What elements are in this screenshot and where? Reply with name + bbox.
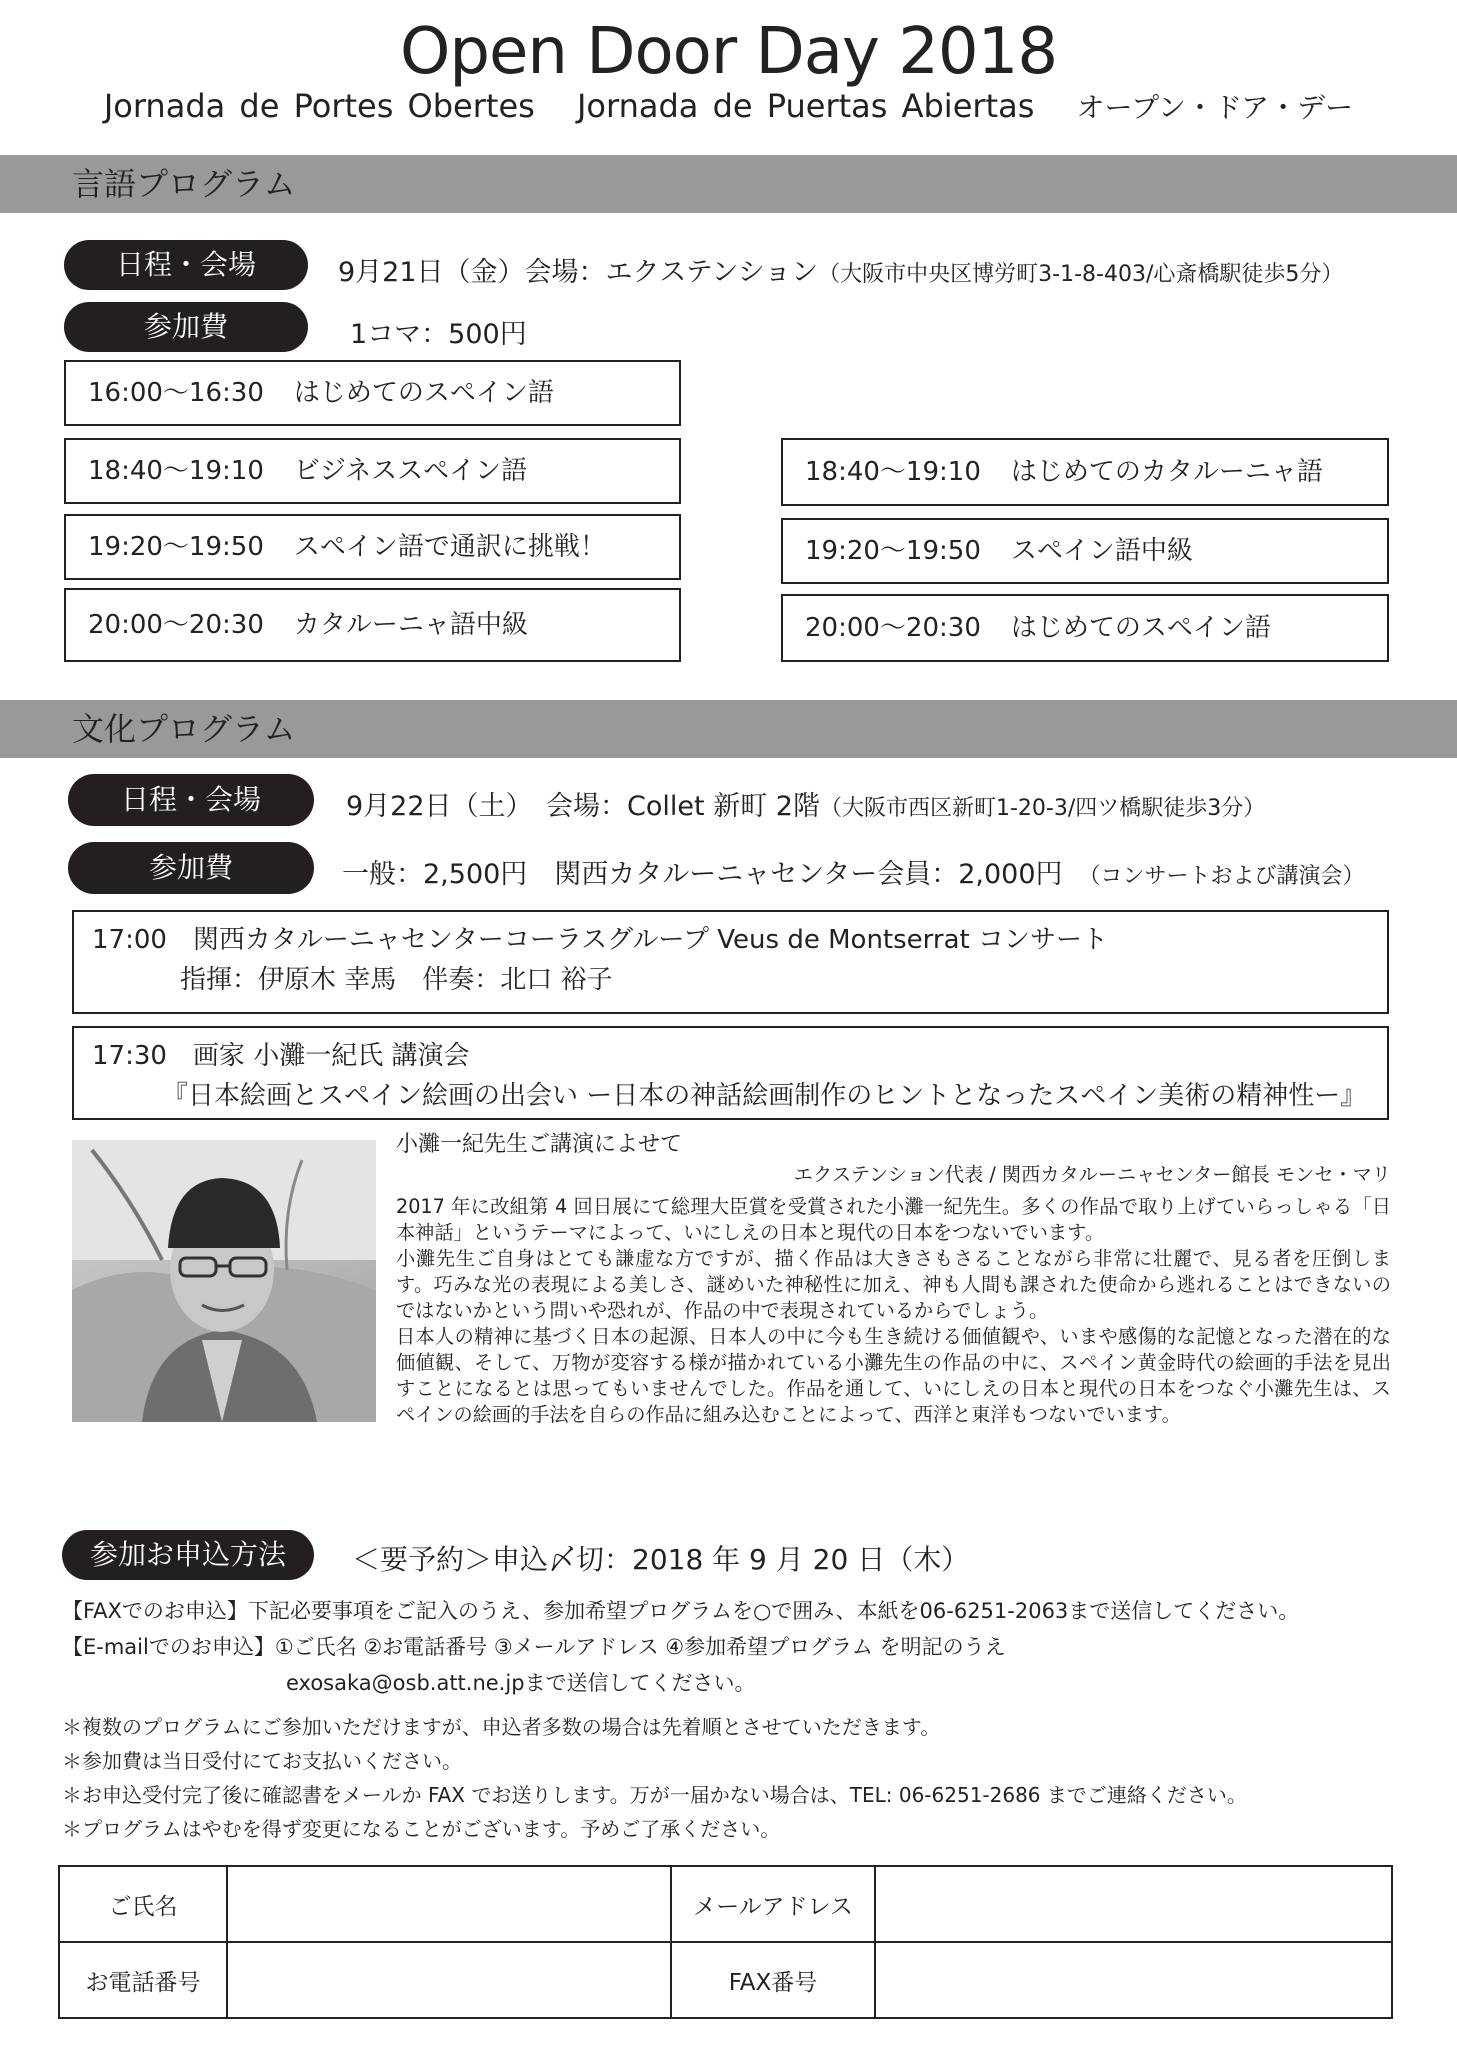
- phone-label: お電話番号: [59, 1942, 227, 2018]
- language-schedule-address: （大阪市中央区博労町3-1-8-403/心斎橋駅徒歩5分）: [818, 262, 1344, 287]
- culture-event-concert: [72, 910, 1389, 1014]
- session-name: カタルーニャ語中級: [293, 610, 528, 640]
- note-item: ＊参加費は当日受付にてお支払いください。: [62, 1749, 462, 1773]
- language-session-box: [781, 594, 1389, 662]
- lecture-title: 17:30 画家 小灘一紀氏 講演会: [92, 1041, 470, 1071]
- culture-schedule-pill: 日程・会場: [68, 774, 314, 826]
- concert-title: 17:00 関西カタルーニャセンターコーラスグループ Veus de Montserrat コンサート: [92, 925, 1108, 955]
- session-time: 19:20～19:50: [805, 536, 981, 566]
- note-item: ＊お申込受付完了後に確認書をメールか FAX でお送りします。万が一届かない場合は、TEL: 06-6251-2686 までご連絡ください。: [62, 1783, 1247, 1807]
- culture-schedule-date-venue: 9月22日（土） 会場：Collet 新町 2階: [346, 791, 820, 822]
- email-instructions: 【E-mailでのお申込】①ご氏名 ②お電話番号 ③メールアドレス ④参加希望プログラム を明記のうえ: [62, 1635, 1006, 1659]
- language-session-box: [781, 438, 1389, 506]
- session-name: スペイン語中級: [1010, 536, 1193, 566]
- lecture-subtitle: 『日本絵画とスペイン絵画の出会い ー日本の神話絵画制作のヒントとなったスペイン美術の精神性ー』: [162, 1081, 1367, 1111]
- fax-label: FAX番号: [671, 1942, 875, 2018]
- application-form: [58, 1865, 1393, 2019]
- application-pill: 参加お申込方法: [62, 1530, 314, 1580]
- note-item: ＊複数のプログラムにご参加いただけますが、申込者多数の場合は先着順とさせていただきます。: [62, 1715, 941, 1739]
- portrait-illustration: [72, 1140, 376, 1422]
- language-fee-value: 1コマ：500円: [350, 319, 527, 350]
- language-session-box: [64, 438, 681, 504]
- language-session-box: [64, 360, 681, 426]
- language-program-title: 言語プログラム: [72, 165, 296, 203]
- session-time: 19:20～19:50: [88, 532, 264, 562]
- page-title: Open Door Day 2018: [399, 15, 1058, 89]
- session-time: 18:40～19:10: [88, 456, 264, 486]
- culture-fee-note: （コンサートおよび講演会）: [1089, 864, 1365, 889]
- article-author: エクステンション代表 / 関西カタルーニャセンター館長 モンセ・マリ: [793, 1163, 1391, 1186]
- culture-program-title: 文化プログラム: [72, 710, 296, 748]
- language-session-box: [781, 518, 1389, 584]
- session-name: はじめてのスペイン語: [1010, 613, 1271, 643]
- email-field[interactable]: [875, 1866, 1392, 1942]
- fax-instructions: 【FAXでのお申込】下記必要事項をご記入のうえ、参加希望プログラムを○で囲み、本紙を06-6251-2063まで送信してください。: [62, 1599, 1300, 1623]
- lecturer-photo: [72, 1140, 376, 1422]
- language-schedule-date-venue: 9月21日（金）会場：エクステンション: [338, 257, 819, 288]
- note-item: ＊プログラムはやむを得ず変更になることがございます。予めご了承ください。: [62, 1817, 781, 1841]
- application-deadline: ＜要予約＞申込〆切：2018 年 9 月 20 日（木）: [352, 1543, 970, 1576]
- session-name: ビジネススペイン語: [293, 456, 528, 486]
- session-time: 18:40～19:10: [805, 457, 981, 487]
- language-session-box: [64, 588, 681, 662]
- fax-field[interactable]: [875, 1942, 1392, 2018]
- language-schedule-value: [338, 250, 1343, 289]
- name-label: ご氏名: [59, 1866, 227, 1942]
- session-time: 16:00～16:30: [88, 378, 264, 408]
- email-address: exosaka@osb.att.ne.jpまで送信してください。: [286, 1671, 756, 1695]
- name-field[interactable]: [227, 1866, 671, 1942]
- subtitle-spanish: Jornada de Puertas Abiertas: [576, 87, 1035, 125]
- email-label: メールアドレス: [671, 1866, 875, 1942]
- phone-field[interactable]: [227, 1942, 671, 2018]
- subtitle-japanese: オープン・ドア・デー: [1076, 91, 1354, 124]
- session-time: 20:00～20:30: [88, 610, 264, 640]
- culture-fee-value: [342, 852, 1365, 891]
- article-paragraph: 日本人の精神に基づく日本の起源、日本人の中に今も生き続ける価値観や、いまや感傷的な記憶となった潜在的な価値観、そして、万物が変容する様が描かれている小灘先生の作品の中に、スペイン黄金時代の絵画的手法を見出すことになるとは思ってもいませんでした。作品を通して、いにしえの日本と現代の日本をつなぐ小灘先生は、スペインの絵画的手法を自らの作品に組み込むことによって、西洋と東洋もつないでいます。: [396, 1325, 1391, 1426]
- language-schedule-pill: 日程・会場: [64, 240, 308, 290]
- session-name: はじめてのカタルーニャ語: [1010, 457, 1323, 487]
- language-session-box: [64, 514, 681, 580]
- culture-schedule-address: （大阪市西区新町1-20-3/四ツ橋駅徒歩3分）: [819, 796, 1266, 821]
- language-fee-pill: 参加費: [64, 302, 308, 352]
- article-heading: 小灘一紀先生ご講演によせて: [396, 1132, 683, 1157]
- session-time: 20:00～20:30: [805, 613, 981, 643]
- culture-schedule-value: [346, 784, 1265, 823]
- session-name: はじめてのスペイン語: [293, 378, 554, 408]
- article-paragraph: 小灘先生ご自身はとても謙虚な方ですが、描く作品は大きさもさることながら非常に壮麗で、見る者を圧倒します。巧みな光の表現による美しさ、謎めいた神秘性に加え、神も人間も課された使命から逃れることはできないのではないかという問いや恐れが、作品の中で表現されているからでしょう。: [396, 1247, 1391, 1322]
- session-name: スペイン語で通訳に挑戦！: [293, 532, 606, 562]
- culture-event-lecture: [72, 1026, 1389, 1120]
- subtitle-catalan: Jornada de Portes Obertes: [103, 87, 535, 125]
- culture-fee-pill: 参加費: [68, 842, 314, 894]
- culture-fee-amounts: 一般：2,500円 関西カタルーニャセンター会員：2,000円: [342, 859, 1063, 890]
- concert-performers: 指揮：伊原木 幸馬 伴奏：北口 裕子: [180, 965, 613, 995]
- article-paragraph: 2017 年に改組第 4 回日展にて総理大臣賞を受賞された小灘一紀先生。多くの作品で取り上げていらっしゃる「日本神話」というテーマによって、いにしえの日本と現代の日本をつないでいます。: [396, 1195, 1391, 1244]
- lecture-article: [396, 1132, 1391, 1428]
- page-subtitle: [0, 86, 1457, 128]
